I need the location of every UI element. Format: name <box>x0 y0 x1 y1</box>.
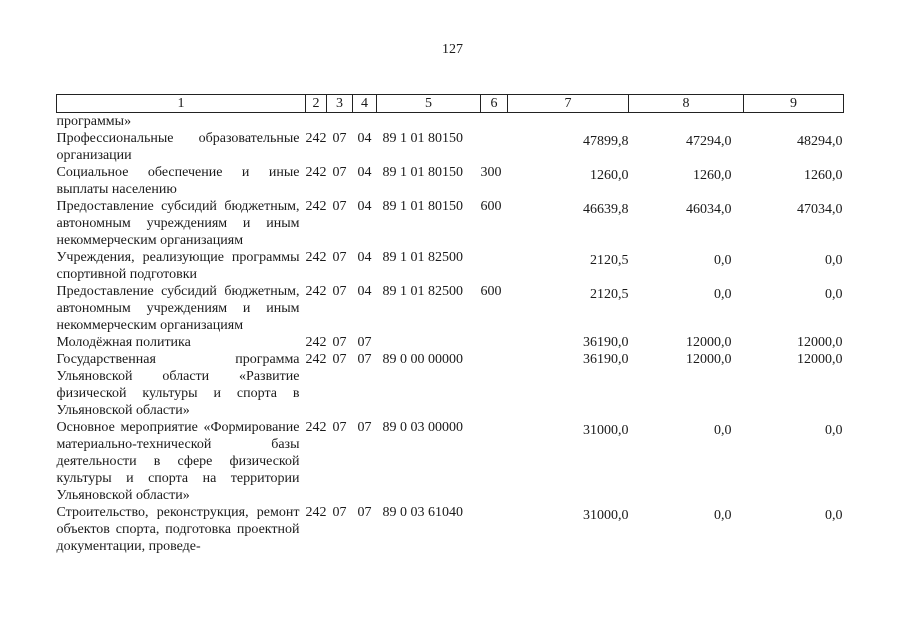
amount-col9: 0,0 <box>825 508 843 523</box>
expense-type-code <box>481 334 508 351</box>
expense-type-code: 300 <box>480 165 502 180</box>
item-name: Социальное обеспечение и иные выплаты населению <box>56 165 300 197</box>
header-row <box>57 95 844 113</box>
subsection-code: 07 <box>357 335 372 350</box>
target-code: 89 1 01 80150 <box>382 165 463 180</box>
amount-col9: 0,0 <box>825 287 843 302</box>
section-code: 07 <box>332 352 347 367</box>
amount-col7: 2120,5 <box>590 253 629 268</box>
amount-col9: 12000,0 <box>797 335 843 350</box>
section-code <box>327 113 353 131</box>
table-row <box>57 113 844 131</box>
target-code: 89 0 03 61040 <box>382 505 463 520</box>
amount-col7: 46639,8 <box>583 202 629 217</box>
header-cell: 8 <box>629 95 744 113</box>
amount-col8: 0,0 <box>714 287 732 302</box>
amount-col9: 0,0 <box>825 423 843 438</box>
amount-col7: 31000,0 <box>583 423 629 438</box>
subsection-code: 04 <box>357 284 372 299</box>
header-cell: 9 <box>744 95 844 113</box>
table-row <box>57 164 844 198</box>
kvsr-code: 242 <box>305 505 327 520</box>
target-code <box>377 113 481 131</box>
section-code: 07 <box>332 420 347 435</box>
amount-col7 <box>508 113 629 131</box>
amount-col7: 36190,0 <box>583 352 629 367</box>
amount-col9: 48294,0 <box>797 134 843 149</box>
amount-col8: 12000,0 <box>686 335 732 350</box>
kvsr-code: 242 <box>305 131 327 146</box>
amount-col8: 12000,0 <box>686 352 732 367</box>
amount-col8 <box>629 113 744 131</box>
amount-col8: 0,0 <box>714 253 732 268</box>
header-cell: 3 <box>327 95 353 113</box>
item-name: Предоставление субсидий бюджетным, автономным учреждениям и иным некоммерческим организациям <box>56 284 300 333</box>
header-cell: 4 <box>353 95 377 113</box>
table-row <box>57 334 844 351</box>
section-code: 07 <box>332 199 347 214</box>
kvsr-code: 242 <box>305 420 327 435</box>
kvsr-code: 242 <box>305 250 327 265</box>
table-row <box>57 249 844 283</box>
item-name: Строительство, реконструкция, ремонт объектов спорта, подготовка проектной документации, проведе- <box>56 505 300 554</box>
item-name: Профессиональные образовательные организации <box>56 131 300 163</box>
subsection-code: 04 <box>357 165 372 180</box>
expense-type-code <box>481 249 508 283</box>
table-row <box>57 419 844 504</box>
expense-type-code <box>481 419 508 504</box>
table-row <box>57 351 844 419</box>
amount-col7: 31000,0 <box>583 508 629 523</box>
expense-type-code <box>481 130 508 164</box>
table-row <box>57 504 844 555</box>
section-code: 07 <box>332 165 347 180</box>
header-cell: 7 <box>508 95 629 113</box>
expense-type-code <box>481 351 508 419</box>
target-code: 89 0 00 00000 <box>382 352 463 367</box>
kvsr-code <box>306 113 327 131</box>
expense-type-code: 600 <box>480 284 502 299</box>
subsection-code: 04 <box>357 131 372 146</box>
header-cell: 2 <box>306 95 327 113</box>
table-row <box>57 283 844 334</box>
section-code: 07 <box>332 284 347 299</box>
target-code: 89 1 01 82500 <box>382 250 463 265</box>
item-name: Молодёжная политика <box>56 335 191 350</box>
section-code: 07 <box>332 335 347 350</box>
target-code: 89 1 01 80150 <box>382 131 463 146</box>
target-code: 89 1 01 80150 <box>382 199 463 214</box>
target-code: 89 1 01 82500 <box>382 284 463 299</box>
target-code <box>377 334 481 351</box>
item-name: Учреждения, реализующие программы спортивной подготовки <box>56 250 300 282</box>
amount-col9 <box>744 113 844 131</box>
header-cell: 6 <box>481 95 508 113</box>
amount-col7: 36190,0 <box>583 335 629 350</box>
amount-col7: 47899,8 <box>583 134 629 149</box>
amount-col8: 0,0 <box>714 508 732 523</box>
item-name: программы» <box>56 114 132 129</box>
table-row <box>57 198 844 249</box>
section-code: 07 <box>332 131 347 146</box>
amount-col9: 47034,0 <box>797 202 843 217</box>
section-code: 07 <box>332 250 347 265</box>
expense-type-code <box>481 113 508 131</box>
amount-col8: 1260,0 <box>693 168 732 183</box>
subsection-code: 04 <box>357 199 372 214</box>
kvsr-code: 242 <box>305 284 327 299</box>
kvsr-code: 242 <box>305 199 327 214</box>
subsection-code: 07 <box>357 420 372 435</box>
target-code: 89 0 03 00000 <box>382 420 463 435</box>
amount-col7: 1260,0 <box>590 168 629 183</box>
kvsr-code: 242 <box>305 352 327 367</box>
subsection-code: 04 <box>357 250 372 265</box>
expense-type-code: 600 <box>480 199 502 214</box>
subsection-code: 07 <box>357 352 372 367</box>
amount-col8: 46034,0 <box>686 202 732 217</box>
amount-col8: 0,0 <box>714 423 732 438</box>
table-row <box>57 130 844 164</box>
amount-col9: 1260,0 <box>804 168 843 183</box>
subsection-code: 07 <box>357 505 372 520</box>
amount-col7: 2120,5 <box>590 287 629 302</box>
amount-col9: 0,0 <box>825 253 843 268</box>
page-number: 127 <box>442 42 463 57</box>
amount-col8: 47294,0 <box>686 134 732 149</box>
budget-table <box>56 94 844 555</box>
header-cell: 1 <box>57 95 306 113</box>
item-name: Предоставление субсидий бюджетным, автономным учреждениям и иным некоммерческим организациям <box>56 199 300 248</box>
amount-col9: 12000,0 <box>797 352 843 367</box>
item-name: Основное мероприятие «Формирование материально-технической базы деятельности в сфере физической культуры и спорта на территории Ульяновской области» <box>56 420 300 503</box>
subsection-code <box>353 113 377 131</box>
item-name: Государственная программа Ульяновской области «Развитие физической культуры и спорта в Ульяновской области» <box>56 352 300 418</box>
section-code: 07 <box>332 505 347 520</box>
header-cell: 5 <box>377 95 481 113</box>
kvsr-code: 242 <box>305 165 327 180</box>
expense-type-code <box>481 504 508 555</box>
kvsr-code: 242 <box>305 335 327 350</box>
